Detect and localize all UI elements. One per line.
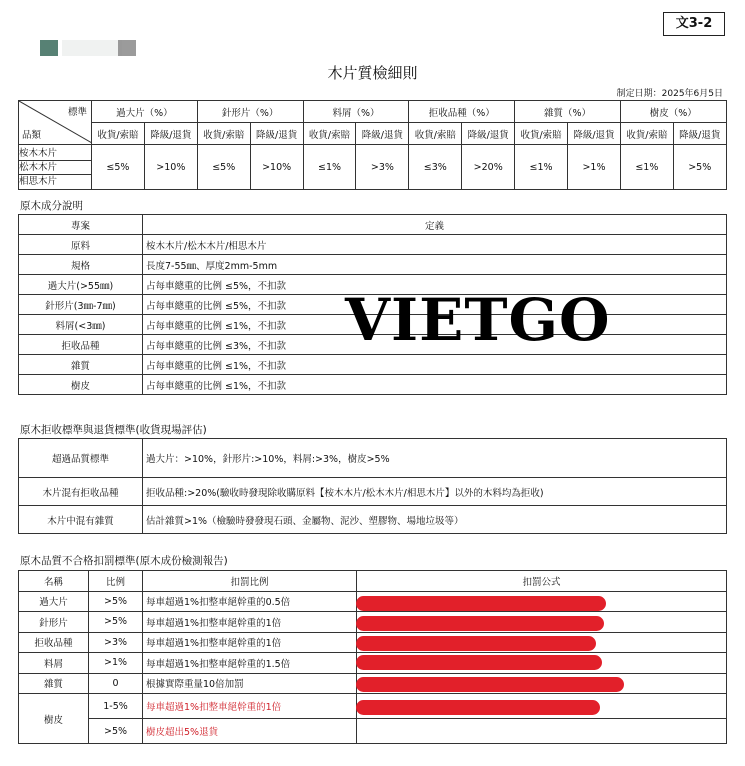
col-deduct-header: 扣罰比例 [143, 571, 357, 592]
subheader-reject: 降級/退貨 [462, 123, 515, 145]
penalty-name: 拒收品種 [19, 632, 89, 653]
penalty-section-title: 原木品質不合格扣罰標準(原木成份檢測報告) [20, 555, 228, 567]
definition-cell: 占每車總重的比例 ≤1%，不扣款 [143, 355, 727, 375]
group-header: 料屑（%） [303, 101, 409, 123]
penalty-deduct: 每車超過1%扣整車絕幹重的1倍 [143, 612, 357, 633]
item-cell: 樹皮 [19, 375, 143, 395]
category-pine: 松木木片 [19, 161, 91, 175]
penalty-deduct: 每車超過1%扣整車絕幹重的1倍 [143, 632, 357, 653]
redaction-mark [356, 677, 624, 692]
item-cell: 針形片(3㎜-7㎜) [19, 295, 143, 315]
penalty-name-bark: 樹皮 [19, 694, 89, 744]
rejection-table [18, 438, 727, 534]
item-cell: 規格 [19, 255, 143, 275]
redaction-mark [356, 596, 606, 611]
reject-value: >10% [144, 145, 197, 190]
col-definition-header: 定義 [143, 215, 727, 235]
penalty-ratio: >5% [89, 591, 143, 612]
penalty-ratio: >3% [89, 632, 143, 653]
penalty-deduct: 每車超過1%扣整車絕幹重的1.5倍 [143, 653, 357, 674]
vietgo-watermark: VIETGO [345, 286, 611, 354]
blurred-logo [40, 40, 150, 58]
penalty-ratio: 0 [89, 673, 143, 694]
definition-cell: 桉木木片/松木木片/相思木片 [143, 235, 727, 255]
page-title: 木片質檢細則 [327, 64, 418, 82]
redaction-mark [356, 655, 602, 670]
reject-value: >20% [462, 145, 515, 190]
group-header: 雜質（%） [515, 101, 621, 123]
penalty-name: 雜質 [19, 673, 89, 694]
reject-value: >1% [568, 145, 621, 190]
redaction-mark [356, 700, 600, 715]
penalty-deduct: 根據實際重量10倍加罰 [143, 673, 357, 694]
item-cell: 過大片(>55㎜) [19, 275, 143, 295]
subheader-reject: 降級/退貨 [568, 123, 621, 145]
penalty-return-bark: 樹皮超出5%退貨 [143, 719, 357, 744]
definition-cell: 占每車總重的比例 ≤3%，不扣款 [143, 335, 727, 355]
category-acacia: 相思木片 [19, 175, 58, 187]
penalty-deduct: 每車超過1%扣整車絕幹重的0.5倍 [143, 591, 357, 612]
category-eucalyptus: 桉木木片 [19, 147, 91, 161]
standards-table [18, 100, 727, 190]
composition-section-title: 原木成分說明 [20, 200, 83, 212]
item-cell: 雜質 [19, 355, 143, 375]
col-ratio-header: 比例 [89, 571, 143, 592]
penalty-ratio: >5% [89, 719, 143, 744]
reject-value: >3% [356, 145, 409, 190]
item-cell: 原料 [19, 235, 143, 255]
col-name-header: 名稱 [19, 571, 89, 592]
group-header: 針形片（%） [197, 101, 303, 123]
definition-cell: 占每車總重的比例 ≤1%，不扣款 [143, 315, 727, 335]
penalty-ratio: >1% [89, 653, 143, 674]
penalty-ratio: >5% [89, 612, 143, 633]
penalty-deduct-bark: 每車超過1%扣整車絕幹重的1倍 [143, 694, 357, 719]
accept-value: ≤5% [92, 145, 145, 190]
reject-value: >5% [673, 145, 726, 190]
subheader-reject: 降級/退貨 [250, 123, 303, 145]
rejection-definition: 估計雜質>1%（檢驗時發發現石頭、金屬物、泥沙、塑膠物、場地垃圾等） [143, 506, 727, 534]
corner-standard-label: 標準 [67, 107, 87, 118]
subheader-accept: 收貨/索賠 [409, 123, 462, 145]
corner-category-label: 品類 [22, 130, 42, 141]
doc-tag: 文3-2 [663, 12, 725, 36]
subheader-accept: 收貨/索賠 [515, 123, 568, 145]
rejection-item: 超過品質標準 [19, 439, 143, 478]
penalty-name: 料屑 [19, 653, 89, 674]
redaction-mark [356, 616, 604, 631]
definition-cell: 占每車總重的比例 ≤5%，不扣款 [143, 275, 727, 295]
category-list [19, 145, 92, 190]
rejection-section-title: 原木拒收標準與退貨標準(收貨現場評估) [20, 424, 207, 436]
redaction-mark [356, 636, 596, 651]
penalty-name: 過大片 [19, 591, 89, 612]
diagonal-header-cell [19, 101, 92, 145]
group-header: 拒收品種（%） [409, 101, 515, 123]
definition-cell: 長度7-55㎜、厚度2mm-5mm [143, 255, 727, 275]
accept-value: ≤1% [620, 145, 673, 190]
accept-value: ≤1% [515, 145, 568, 190]
accept-value: ≤3% [409, 145, 462, 190]
accept-value: ≤1% [303, 145, 356, 190]
rejection-item: 木片中混有雜質 [19, 506, 143, 534]
col-formula-header: 扣罰公式 [357, 571, 727, 592]
penalty-formula-empty [357, 719, 727, 744]
definition-cell: 占每車總重的比例 ≤1%，不扣款 [143, 375, 727, 395]
item-cell: 料屑(<3㎜) [19, 315, 143, 335]
reject-value: >10% [250, 145, 303, 190]
issue-date: 制定日期：2025年6月5日 [616, 89, 723, 99]
definition-cell: 占每車總重的比例 ≤5%，不扣款 [143, 295, 727, 315]
rejection-definition: 過大片：>10%，針形片:>10%，料屑:>3%，樹皮>5% [143, 439, 727, 478]
subheader-accept: 收貨/索賠 [303, 123, 356, 145]
item-cell: 拒收品種 [19, 335, 143, 355]
rejection-item: 木片混有拒收品種 [19, 478, 143, 506]
subheader-reject: 降級/退貨 [144, 123, 197, 145]
rejection-definition: 拒收品種:>20%(驗收時發現除收購原料【桉木木片/松木木片/相思木片】以外的木料均為拒收) [143, 478, 727, 506]
subheader-accept: 收貨/索賠 [197, 123, 250, 145]
col-item-header: 專案 [19, 215, 143, 235]
subheader-reject: 降級/退貨 [356, 123, 409, 145]
subheader-accept: 收貨/索賠 [620, 123, 673, 145]
group-header: 過大片（%） [92, 101, 198, 123]
penalty-name: 針形片 [19, 612, 89, 633]
subheader-reject: 降級/退貨 [673, 123, 726, 145]
accept-value: ≤5% [197, 145, 250, 190]
penalty-ratio: 1-5% [89, 694, 143, 719]
group-header: 樹皮（%） [620, 101, 726, 123]
subheader-accept: 收貨/索賠 [92, 123, 145, 145]
